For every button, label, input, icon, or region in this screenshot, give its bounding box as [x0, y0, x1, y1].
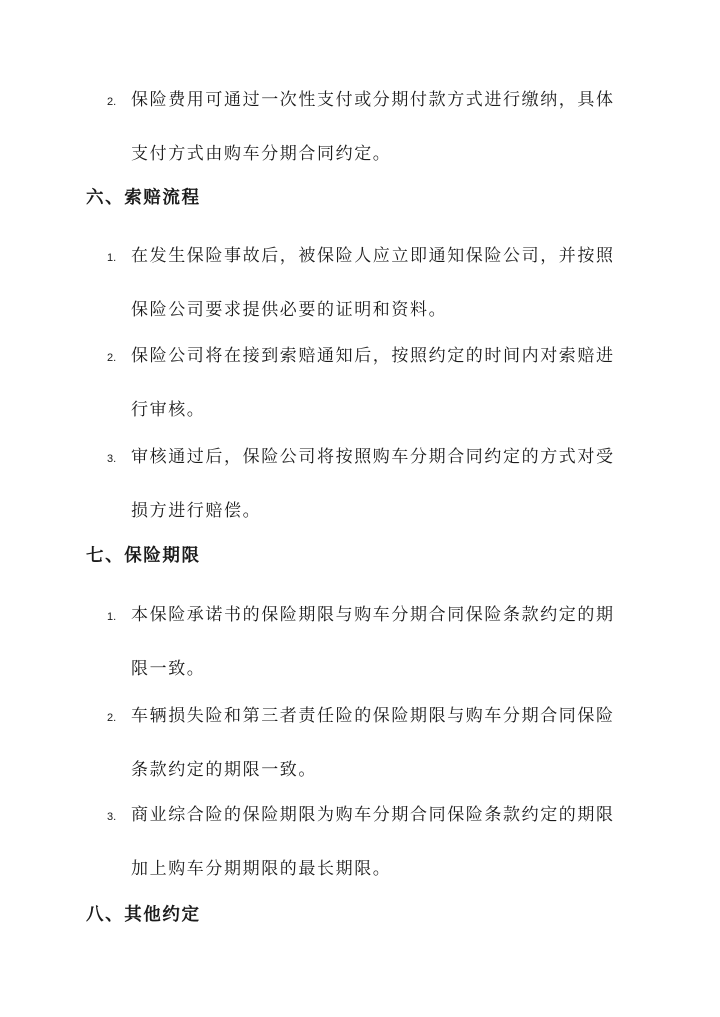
- list-number: 3.: [107, 453, 117, 465]
- list-text-line: 支付方式由购车分期合同约定。: [131, 144, 392, 164]
- section-heading: 七、保险期限: [86, 546, 201, 566]
- list-text-line: 商业综合险的保险期限为购车分期合同保险条款约定的期限: [131, 805, 615, 825]
- list-item: [107, 689, 627, 797]
- list-item: [107, 73, 627, 181]
- list-number: 2.: [107, 352, 117, 364]
- list-text-line: 保险公司要求提供必要的证明和资料。: [131, 300, 448, 320]
- list-item: [107, 329, 627, 437]
- list-item: [107, 229, 627, 337]
- list-text-line: 行审核。: [131, 400, 206, 420]
- section-heading: 六、索赔流程: [86, 188, 201, 208]
- list-number: 2.: [107, 96, 117, 108]
- list-text-line: 损方进行赔偿。: [131, 501, 262, 521]
- list-text-line: 条款约定的期限一致。: [131, 760, 317, 780]
- list-number: 1.: [107, 252, 117, 264]
- list-item: [107, 430, 627, 538]
- list-text-line: 在发生保险事故后，被保险人应立即通知保险公司，并按照: [131, 246, 615, 266]
- list-number: 2.: [107, 712, 117, 724]
- list-text-line: 本保险承诺书的保险期限与购车分期合同保险条款约定的期: [131, 605, 615, 625]
- list-text-line: 审核通过后，保险公司将按照购车分期合同约定的方式对受: [131, 447, 615, 467]
- list-text-line: 车辆损失险和第三者责任险的保险期限与购车分期合同保险: [131, 706, 615, 726]
- list-item: [107, 788, 627, 896]
- list-text-line: 保险费用可通过一次性支付或分期付款方式进行缴纳，具体: [131, 90, 615, 110]
- list-number: 3.: [107, 811, 117, 823]
- list-text-line: 保险公司将在接到索赔通知后，按照约定的时间内对索赔进: [131, 346, 615, 366]
- list-item: [107, 588, 627, 696]
- list-text-line: 限一致。: [131, 659, 206, 679]
- section-heading: 八、其他约定: [86, 905, 201, 925]
- list-text-line: 加上购车分期期限的最长期限。: [131, 859, 392, 879]
- list-number: 1.: [107, 611, 117, 623]
